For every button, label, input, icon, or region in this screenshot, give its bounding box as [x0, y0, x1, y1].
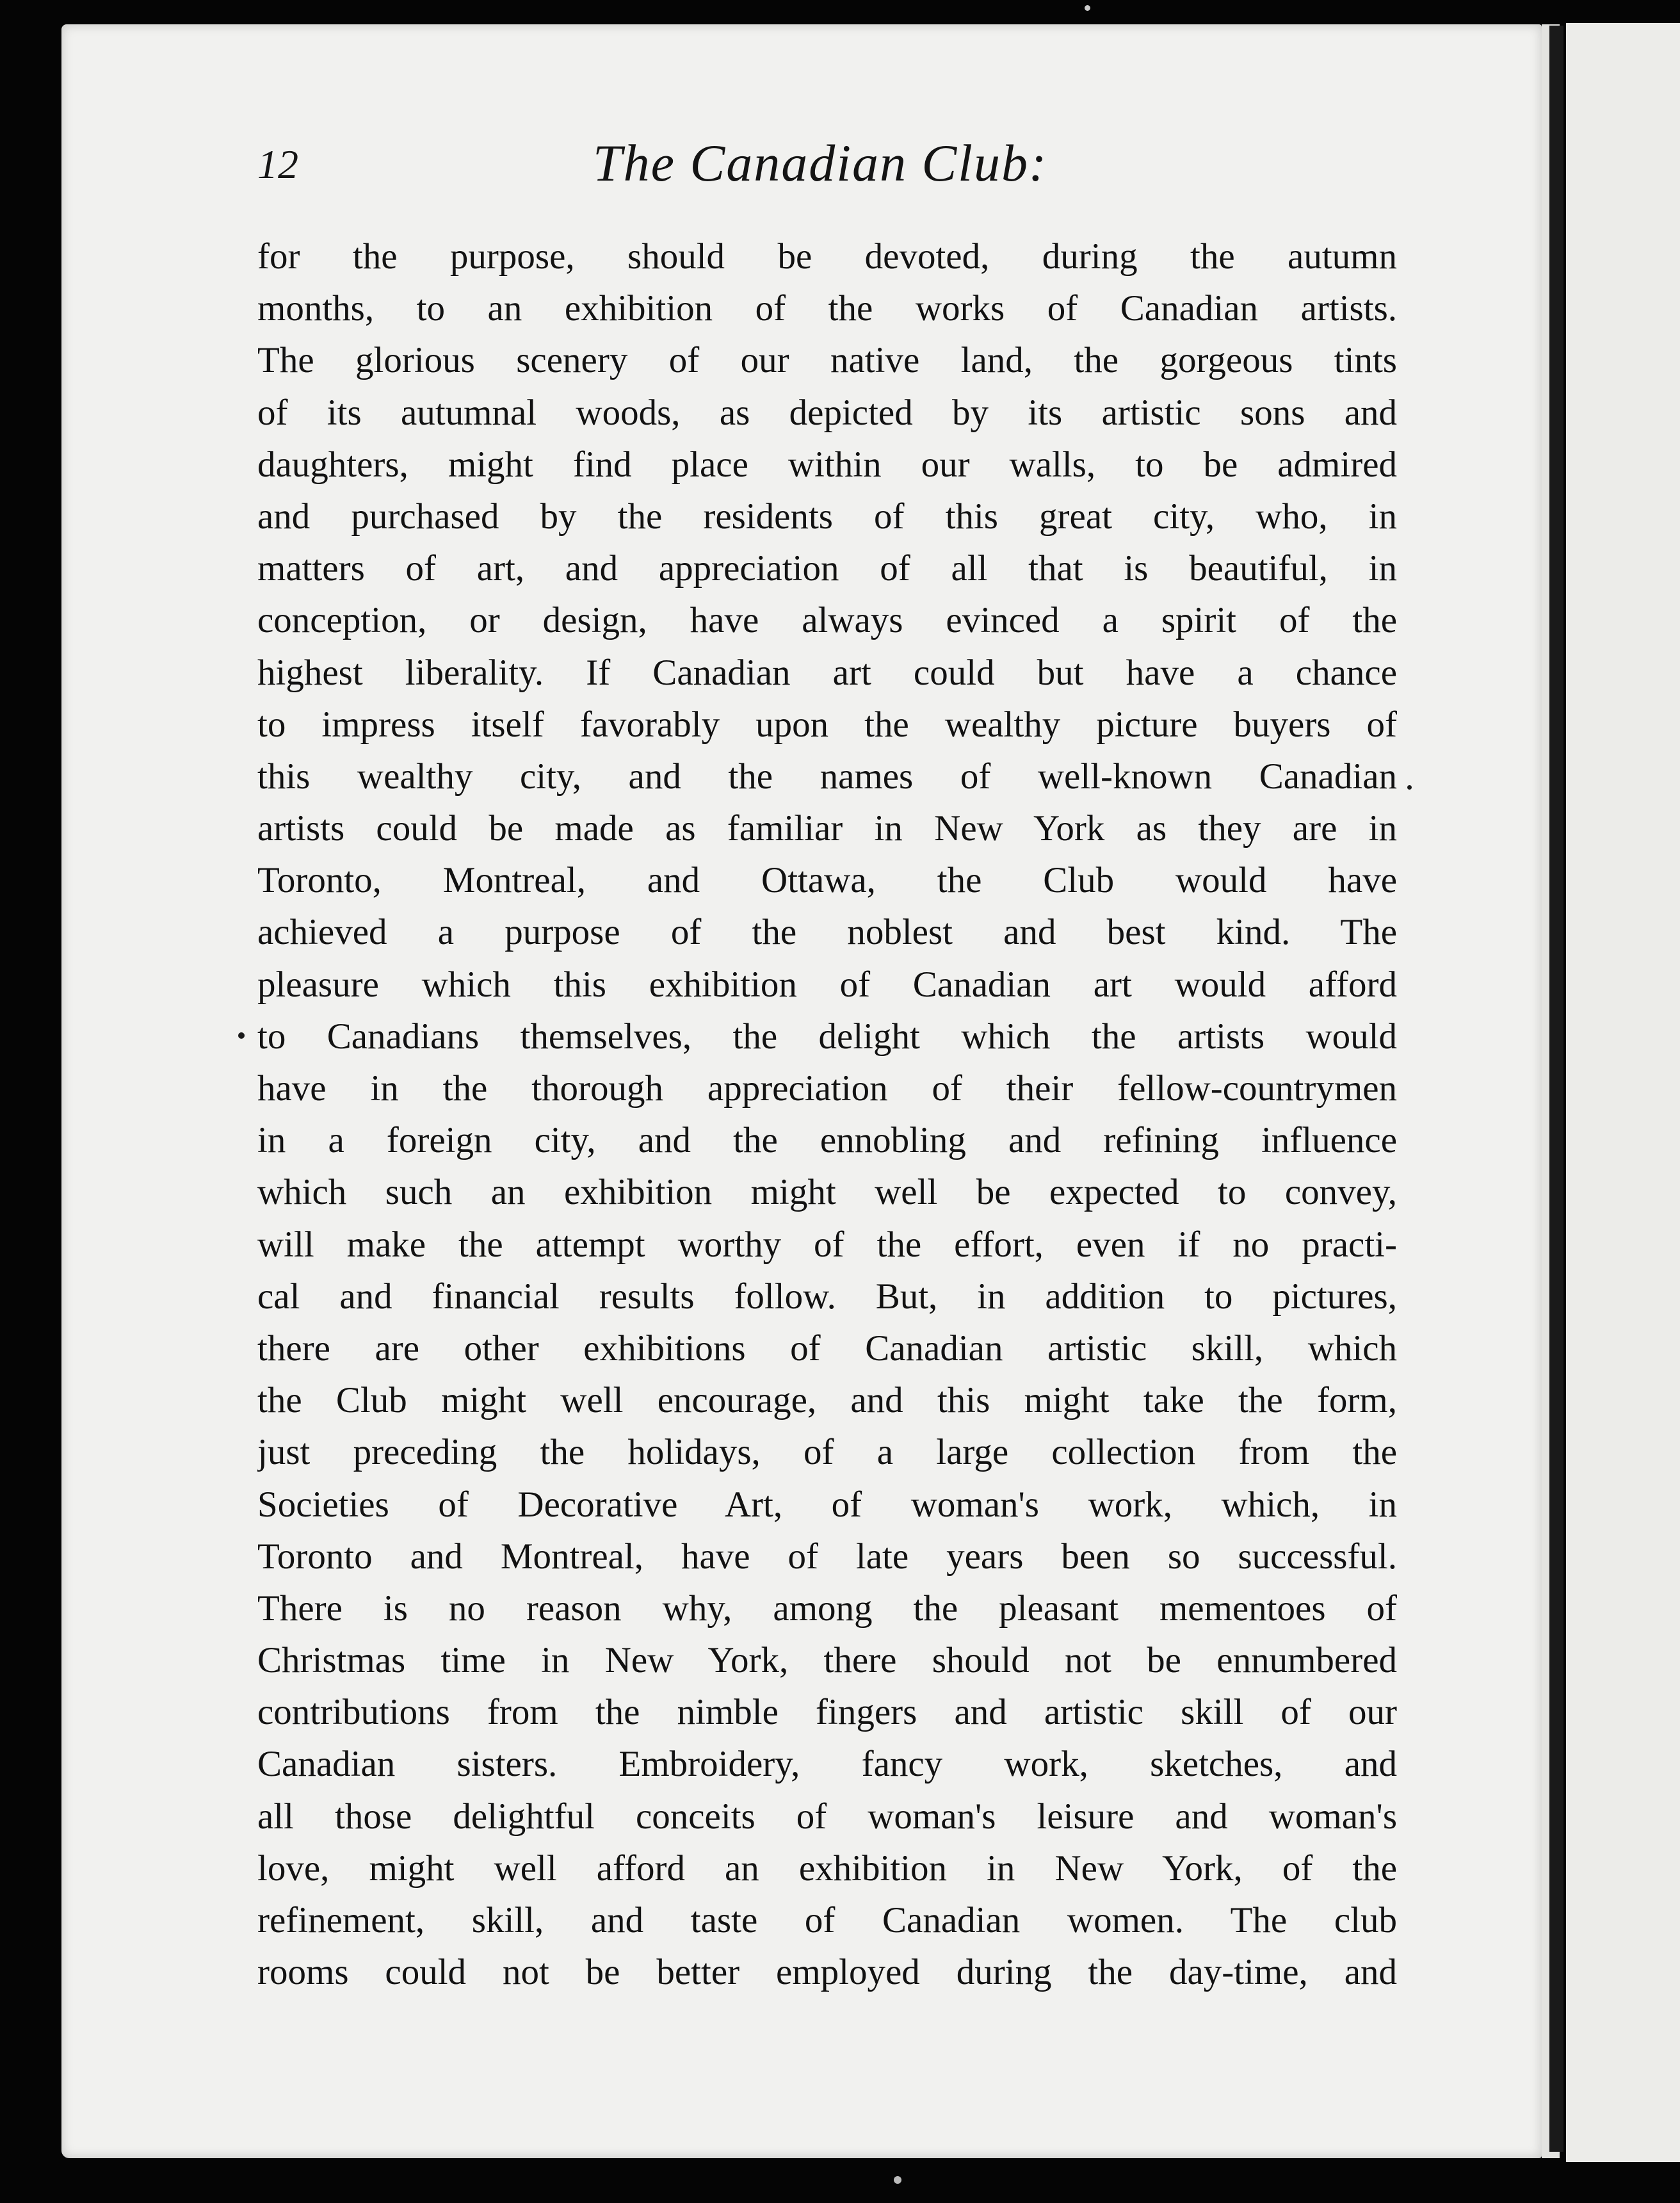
page-header — [61, 122, 1542, 199]
scan-speck — [1085, 5, 1090, 11]
scan-speck — [894, 2176, 901, 2184]
text-line: Toronto, Montreal, and Ottawa, the Club would have — [257, 860, 1397, 901]
text-line: Canadian sisters. Embroidery, fancy work, sketches, and — [257, 1744, 1397, 1785]
text-line: matters of art, and appreciation of all that is beautiful, in — [257, 548, 1397, 589]
text-line: highest liberality. If Canadian art could but have a chance — [257, 652, 1397, 693]
text-line: artists could be made as familiar in New York as they are in — [257, 808, 1397, 849]
text-line: for the purpose, should be devoted, during the autumn — [257, 236, 1397, 277]
text-line: achieved a purpose of the noblest and best kind. The — [257, 912, 1397, 953]
text-line: The glorious scenery of our native land, the gorgeous tints — [257, 340, 1397, 381]
text-line: all those delightful conceits of woman's leisure and woman's — [257, 1796, 1397, 1837]
scan-speck — [238, 1032, 245, 1039]
scan-speck — [1407, 785, 1412, 790]
text-line: refinement, skill, and taste of Canadian women. The club — [257, 1900, 1397, 1940]
text-line: There is no reason why, among the pleasant mementoes of — [257, 1588, 1397, 1629]
text-line: love, might well afford an exhibition in New York, of the — [257, 1848, 1397, 1889]
text-line: conception, or design, have always evinced a spirit of the — [257, 600, 1397, 641]
page-number: 12 — [257, 142, 298, 187]
text-line: of its autumnal woods, as depicted by its artistic sons and — [257, 392, 1397, 433]
body-text — [257, 231, 1397, 1998]
text-line: contributions from the nimble fingers and artistic skill of our — [257, 1692, 1397, 1733]
text-line: this wealthy city, and the names of well-known Canadian — [257, 756, 1397, 797]
text-line: rooms could not be better employed during the day-time, and — [257, 1952, 1397, 1993]
text-line: to impress itself favorably upon the wealthy picture buyers of — [257, 704, 1397, 745]
book-spine — [1549, 26, 1563, 2152]
text-line: pleasure which this exhibition of Canadian art would afford — [257, 964, 1397, 1005]
text-line: Societies of Decorative Art, of woman's work, which, in — [257, 1484, 1397, 1525]
text-line: in a foreign city, and the ennobling and refining influence — [257, 1120, 1397, 1161]
running-title: The Canadian Club: — [593, 134, 1048, 192]
text-line: will make the attempt worthy of the effort, even if no practi- — [257, 1224, 1397, 1265]
text-line: daughters, might find place within our walls, to be admired — [257, 444, 1397, 485]
text-line: which such an exhibition might well be expected to convey, — [257, 1172, 1397, 1213]
text-line: and purchased by the residents of this great city, who, in — [257, 496, 1397, 537]
text-line: have in the thorough appreciation of their fellow-countrymen — [257, 1068, 1397, 1109]
text-line: Toronto and Montreal, have of late years been so successful. — [257, 1536, 1397, 1577]
text-line: months, to an exhibition of the works of Canadian artists. — [257, 288, 1397, 329]
text-line: there are other exhibitions of Canadian artistic skill, which — [257, 1328, 1397, 1369]
text-line: Christmas time in New York, there should not be ennumbered — [257, 1640, 1397, 1681]
facing-page-edge — [1566, 23, 1680, 2162]
text-line: to Canadians themselves, the delight which the artists would — [257, 1016, 1397, 1057]
text-line: the Club might well encourage, and this might take the form, — [257, 1380, 1397, 1421]
text-line: cal and financial results follow. But, in addition to pictures, — [257, 1276, 1397, 1317]
text-line: just preceding the holidays, of a large collection from the — [257, 1432, 1397, 1473]
